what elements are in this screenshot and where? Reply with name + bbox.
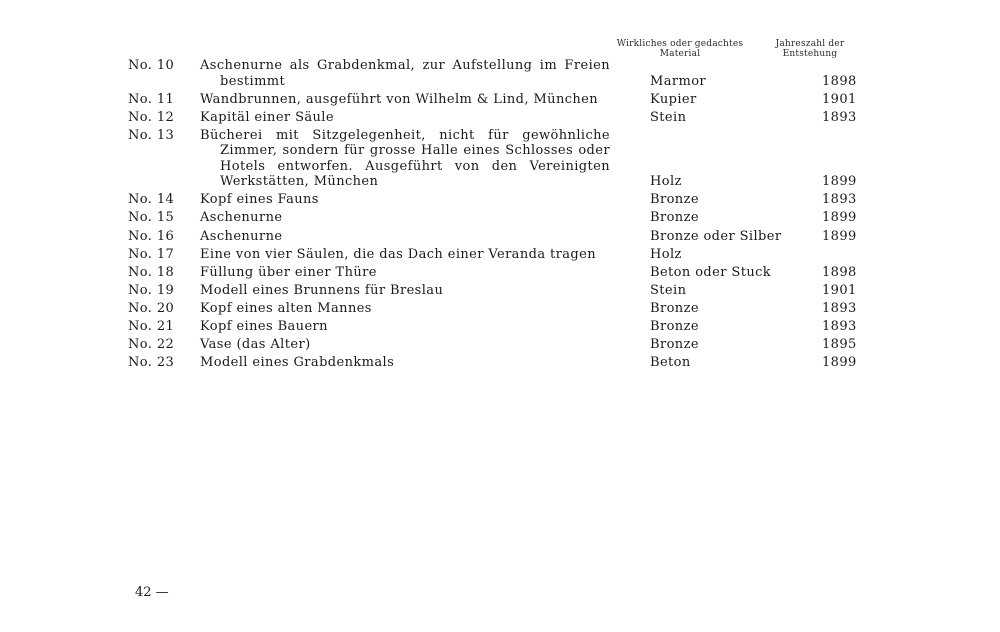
entry-material: Kupier [650,91,697,107]
entry-number: No. 13 [128,127,175,143]
entry-material: Bronze [650,337,699,353]
catalog-entry [128,247,884,263]
catalog-entry [128,192,884,208]
entry-title: Kapitäl einer Säule [200,109,334,125]
entry-title: Modell eines Brunnens für Breslau [200,282,444,298]
entry-year: 1901 [822,282,857,298]
entry-material: Bronze [650,300,699,316]
entry-title: Aschenurne als Grabdenkmal, zur Aufstellung im Freien bestimmt [200,58,610,89]
catalog-entry [128,337,884,353]
entry-title: Aschenurne [200,228,283,244]
spacer [610,192,650,208]
entry-number: No. 10 [128,58,175,73]
entry-title-cell [200,337,610,353]
catalog-entry [128,301,884,317]
entry-title: Kopf eines Fauns [200,192,319,208]
catalog-entry [128,92,884,108]
entry-title-cell [200,210,610,226]
entry-material: Holz [650,174,682,190]
entry-year: 1898 [822,264,857,280]
entry-material: Marmor [650,73,707,89]
column-header-material: Wirkliches oder gedachtes Material [616,39,744,59]
entry-material: Bronze [650,319,699,335]
spacer [610,210,650,226]
entry-title-cell [200,58,610,89]
entry-title: Wandbrunnen, ausgeführt von Wilhelm & Lind, München [200,91,599,107]
entry-title: Modell eines Grabdenkmals [200,355,395,371]
spacer [610,247,650,263]
entry-number: No. 16 [128,228,175,244]
entry-year: 1895 [822,337,857,353]
entry-title: Füllung über einer Thüre [200,264,377,280]
entry-material: Beton [650,355,691,371]
entry-material: Holz [650,246,682,262]
entry-year: 1893 [822,319,857,335]
entry-title-cell [200,301,610,317]
spacer [610,301,650,317]
entry-title: Vase (das Alter) [200,337,311,353]
column-header-year: Jahreszahl der Entstehung [775,39,845,59]
entry-material: Bronze [650,210,699,226]
entry-year: 1899 [822,174,857,190]
entry-title-cell [200,247,610,263]
entry-title: Aschenurne [200,210,283,226]
entry-material: Beton oder Stuck [650,264,772,280]
spacer [610,58,650,89]
entry-material: Stein [650,282,687,298]
entry-year: 1899 [822,355,857,371]
entry-title-cell [200,265,610,281]
catalog-entry [128,210,884,226]
page-number: 42 — [135,585,169,600]
entry-material: Bronze [650,192,699,208]
entry-number: No. 12 [128,109,175,125]
catalog-entry [128,229,884,245]
entry-year: 1893 [822,192,857,208]
entry-title: Eine von vier Säulen, die das Dach einer Veranda tragen [200,246,596,262]
entry-material: Bronze oder Silber [650,228,782,244]
catalog-entry [128,355,884,371]
entry-number: No. 15 [128,210,175,226]
spacer [610,92,650,108]
entry-title-cell [200,319,610,335]
entry-material: Stein [650,109,687,125]
entry-number: No. 21 [128,319,175,335]
entry-number: No. 14 [128,192,175,208]
entry-number: No. 23 [128,355,175,371]
entry-number: No. 22 [128,337,175,353]
entry-title-cell [200,92,610,108]
entry-title-cell [200,192,610,208]
entry-year: 1901 [822,91,857,107]
catalog-rows [128,58,884,371]
spacer [610,337,650,353]
entry-number: No. 18 [128,264,175,280]
entry-year: 1899 [822,210,857,226]
entry-number: No. 11 [128,91,175,107]
entry-title-cell [200,283,610,299]
catalog-entry [128,283,884,299]
spacer [610,319,650,335]
entry-title: Kopf eines Bauern [200,319,328,335]
entry-number: No. 17 [128,246,175,262]
catalog-table [128,58,884,371]
entry-year: 1899 [822,228,857,244]
entry-number: No. 19 [128,282,175,298]
entry-title: Bücherei mit Sitzgelegenheit, nicht für gewöhnliche Zimmer, sondern für grosse Halle eines Schlosses oder Hotels entworfen. Ausgeführt von den Vereinigten Werkstätten, München [200,127,610,190]
entry-number: No. 20 [128,300,175,316]
entry-title: Kopf eines alten Mannes [200,300,372,316]
entry-title-cell [200,229,610,245]
entry-year [810,247,884,263]
catalog-entry [128,128,884,190]
entry-title-cell [200,110,610,126]
spacer [610,283,650,299]
spacer [610,355,650,371]
catalog-entry [128,110,884,126]
catalog-entry [128,319,884,335]
spacer [610,265,650,281]
catalog-entry [128,265,884,281]
spacer [610,229,650,245]
entry-year: 1893 [822,300,857,316]
spacer [610,110,650,126]
entry-title-cell [200,128,610,190]
spacer [610,128,650,190]
catalog-entry [128,58,884,89]
entry-year: 1898 [822,73,857,89]
entry-title-cell [200,355,610,371]
entry-year: 1893 [822,109,857,125]
